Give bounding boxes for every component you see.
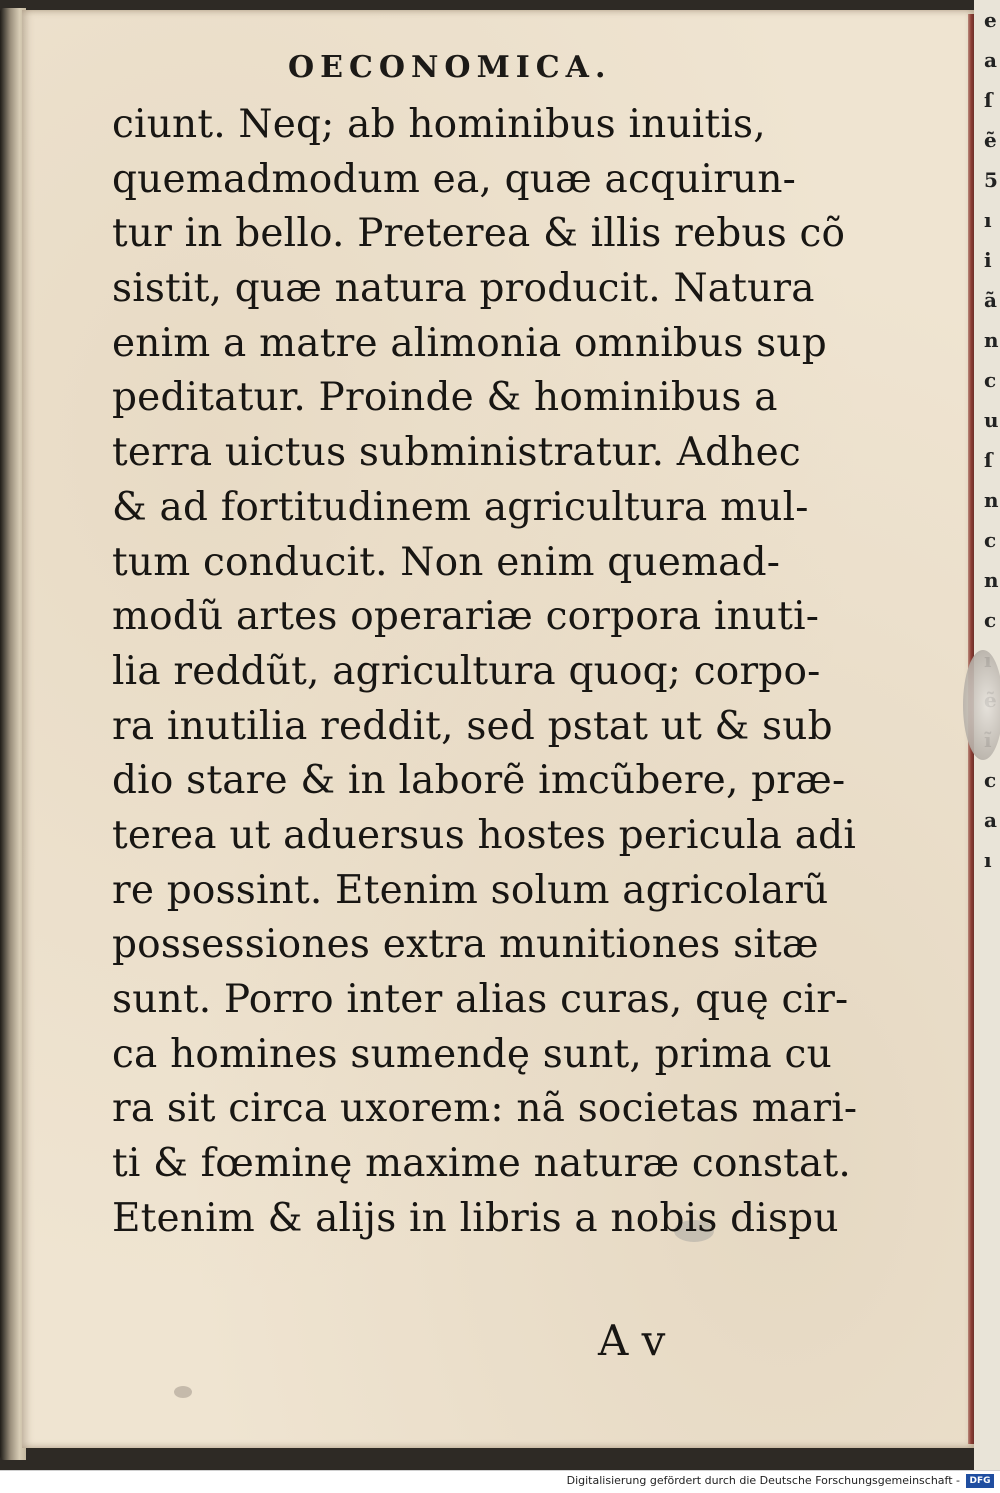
signature-mark: A v (598, 1316, 666, 1365)
text-line: dio stare & in laborẽ imcũbere, præ- (112, 758, 846, 804)
next-page-glyph: a (984, 808, 997, 832)
next-page-glyph: 5 (984, 168, 998, 192)
next-page-glyph: ı (984, 848, 992, 872)
text-line: possessiones extra munitiones sitæ (112, 922, 819, 968)
text-line: tum conducit. Non enim quemad- (112, 539, 781, 585)
next-page-glyph: ı (984, 208, 992, 232)
text-line: & ad fortitudinem agricultura mul- (112, 484, 809, 530)
text-line: quemadmodum ea, quæ acquirun- (112, 156, 797, 202)
text-line: ti & fœminę maxime naturæ constat. (112, 1141, 851, 1187)
next-page-glyph: n (984, 488, 999, 512)
footer-credit: Digitalisierung gefördert durch die Deutsche Forschungsgemeinschaft - (566, 1474, 960, 1487)
text-line: Etenim & alijs in libris a nobis dispu (112, 1195, 839, 1241)
ink-smudge (174, 1386, 192, 1398)
footer-bar (0, 1470, 1000, 1493)
next-page-glyph: ſ (984, 88, 993, 112)
next-page-glyph: c (984, 528, 997, 552)
text-line: tur in bello. Preterea & illis rebus cõ (112, 211, 846, 257)
text-line: terra uictus subministratur. Adhec (112, 430, 801, 476)
text-line: ra inutilia reddit, sed pstat ut & sub (112, 703, 833, 749)
text-line: enim a matre alimonia omnibus sup (112, 320, 827, 366)
text-line: terea ut aduersus hostes pericula adi (112, 812, 857, 858)
next-page-glyph: i (984, 248, 992, 272)
page-clip (963, 650, 1000, 760)
text-line: re possint. Etenim solum agricolarũ (112, 867, 829, 913)
next-page-glyph: c (984, 768, 997, 792)
next-page-glyph: n (984, 328, 999, 352)
dfg-logo: DFG (966, 1474, 994, 1488)
text-line: ciunt. Neq; ab hominibus inuitis, (112, 102, 766, 147)
next-page-glyph: ẽ (984, 128, 997, 152)
text-line: sunt. Porro inter alias curas, quę cir- (112, 977, 849, 1022)
body-text (112, 98, 858, 1246)
next-page-glyph: e (984, 8, 997, 32)
text-line: ra sit circa uxorem: nã societas mari- (112, 1086, 858, 1132)
text-line: lia reddũt, agricultura quoq; corpo- (112, 648, 821, 694)
text-line: peditatur. Proinde & hominibus a (112, 375, 778, 421)
running-head: OECONOMICA. (288, 50, 612, 85)
next-page-glyph: n (984, 568, 999, 592)
text-line: ca homines sumendę sunt, prima cu (112, 1031, 832, 1077)
next-page-glyph: c (984, 608, 997, 632)
next-page-glyph: a (984, 48, 997, 72)
next-page-glyph: u (984, 408, 999, 432)
next-page-glyph: ã (984, 288, 997, 312)
text-line: sistit, quæ natura producit. Natura (112, 266, 815, 312)
next-page-glyph: ſ (984, 448, 993, 472)
next-page-glyph: c (984, 368, 997, 392)
text-line: modũ artes operariæ corpora inuti- (112, 594, 820, 640)
